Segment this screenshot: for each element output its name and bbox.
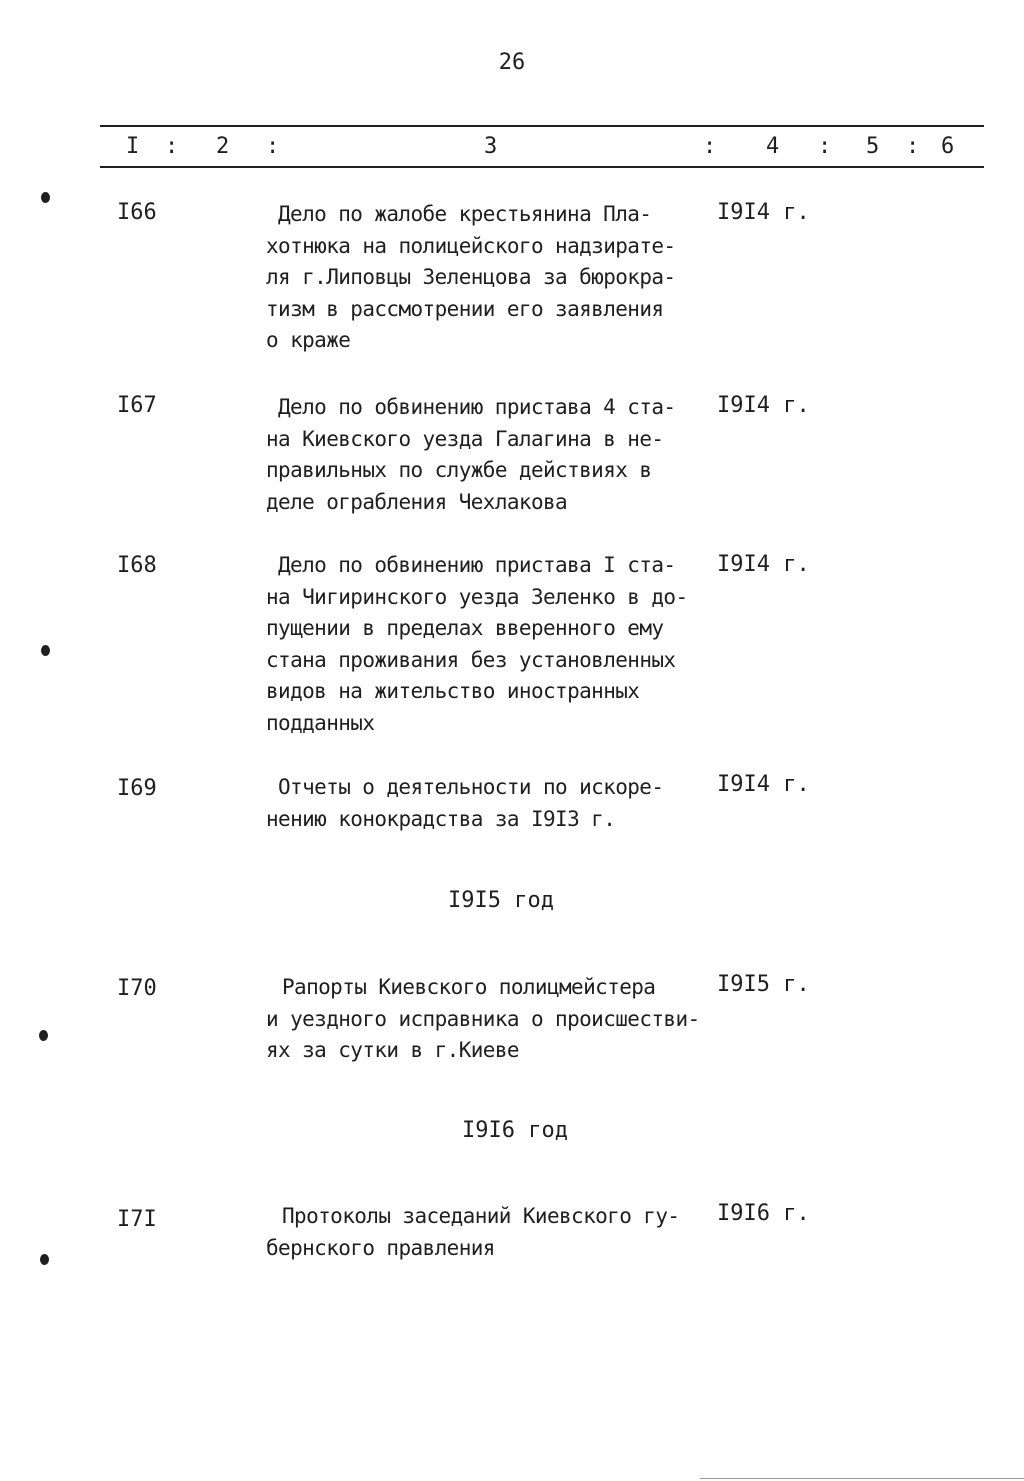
record-title-line: Рапорты Киевского полицмейстера	[282, 975, 656, 999]
record-title-line: правильных по службе действиях в	[266, 458, 652, 482]
record-year: I9I4 г.	[717, 393, 810, 418]
record-title	[266, 972, 716, 1067]
record-title-line: ях за сутки в г.Киеве	[266, 1038, 519, 1062]
header-col-5: 5	[866, 134, 880, 159]
binder-hole-mark	[41, 192, 50, 203]
header-col-1: I	[126, 134, 140, 159]
record-title-line: тизм в рассмотрении его заявления	[266, 296, 664, 321]
record-title	[266, 1201, 716, 1264]
header-separator: :	[906, 134, 920, 159]
header-col-4: 4	[766, 134, 780, 159]
record-number: I69	[117, 776, 157, 801]
year-heading-1916: I9I6 год	[462, 1118, 568, 1143]
record-title-line: ля г.Липовцы Зеленцова за бюрокра-	[266, 265, 676, 289]
binder-hole-mark	[41, 645, 50, 656]
binder-hole-mark	[40, 1254, 49, 1265]
record-title-line: на Чигиринского уезда Зеленко в до-	[266, 584, 688, 609]
record-title-line: бернского правления	[266, 1235, 495, 1260]
header-col-2: 2	[216, 134, 230, 159]
header-separator: :	[165, 134, 179, 159]
record-number: I66	[117, 200, 157, 225]
record-title-line: видов на жительство иностранных	[266, 679, 640, 703]
record-year: I9I4 г.	[717, 200, 810, 225]
header-separator: :	[266, 134, 280, 159]
record-title	[266, 199, 716, 357]
header-col-6: 6	[941, 134, 955, 159]
record-title-line: стана проживания без установленных	[266, 647, 676, 672]
record-number: I7I	[117, 1207, 157, 1232]
record-title-line: нению конокрадства за I9I3 г.	[266, 806, 616, 831]
table-header-bottom-rule	[100, 166, 984, 168]
record-number: I70	[117, 976, 157, 1001]
record-number: I67	[117, 393, 157, 418]
record-title-line: Отчеты о деятельности по искоре-	[278, 775, 664, 799]
table-header-top-rule	[100, 125, 984, 127]
record-title-line: подданных	[266, 710, 375, 735]
page-number: 26	[498, 50, 526, 75]
scan-edge-line	[700, 1478, 1024, 1479]
record-year: I9I5 г.	[717, 972, 810, 997]
year-heading-1915: I9I5 год	[448, 888, 554, 913]
record-title-line: хотнюка на полицейского надзирате-	[266, 233, 676, 258]
record-year: I9I4 г.	[717, 552, 810, 577]
binder-hole-mark	[39, 1030, 48, 1041]
record-year: I9I4 г.	[717, 772, 810, 797]
record-title-line: Дело по обвинению пристава I ста-	[278, 553, 676, 577]
header-separator: :	[703, 134, 717, 159]
record-title-line: деле ограбления Чехлакова	[266, 489, 568, 514]
record-title-line: Дело по жалобе крестьянина Пла-	[278, 202, 652, 226]
record-title-line: о краже	[266, 328, 351, 352]
record-title-line: пущении в пределах вверенного ему	[266, 616, 664, 640]
record-title	[266, 392, 716, 518]
record-title-line: на Киевского уезда Галагина в не-	[266, 426, 664, 451]
record-year: I9I6 г.	[717, 1201, 810, 1226]
header-separator: :	[818, 134, 832, 159]
record-title-line: Протоколы заседаний Киевского гу-	[282, 1204, 680, 1228]
record-title-line: Дело по обвинению пристава 4 ста-	[278, 395, 676, 419]
record-title-line: и уездного исправника о происшестви-	[266, 1006, 700, 1031]
record-number: I68	[117, 553, 157, 578]
header-col-3: 3	[484, 134, 498, 159]
record-title	[266, 772, 716, 835]
record-title	[266, 550, 716, 739]
